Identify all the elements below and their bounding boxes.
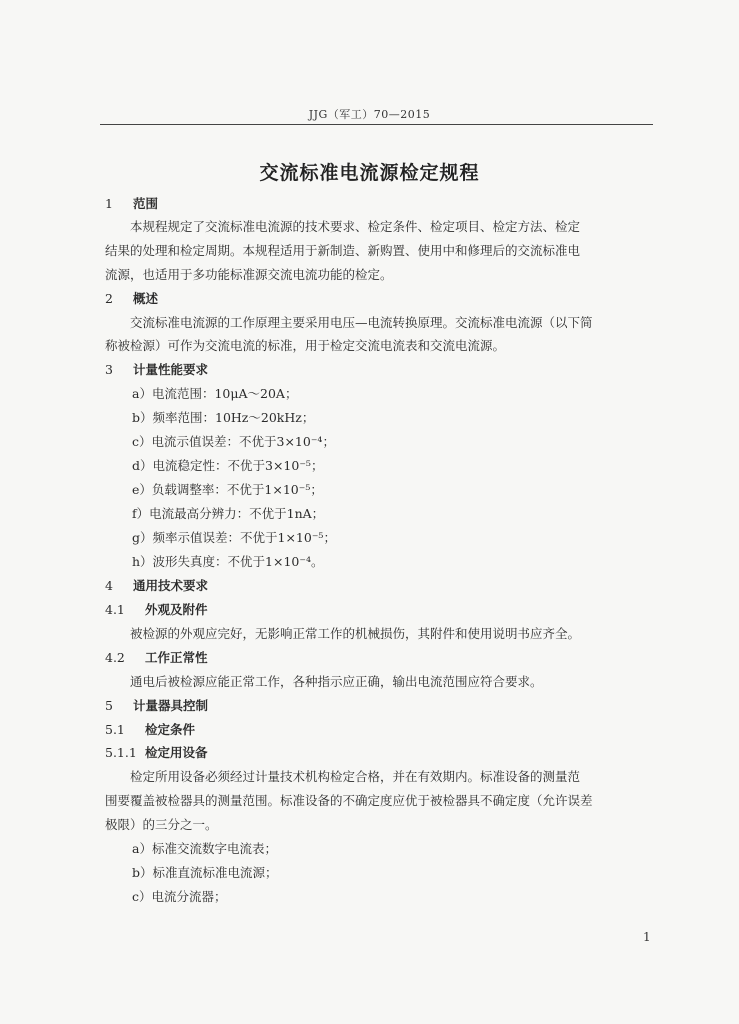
section-heading: 5 计量器具控制	[105, 698, 209, 713]
list-item: b）频率范围：10Hz～20kHz；	[132, 410, 315, 425]
paragraph-line: 流源，也适用于多功能标准源交流电流功能的检定。	[105, 267, 393, 282]
paragraph-line: 交流标准电流源的工作原理主要采用电压—电流转换原理。交流标准电流源（以下简	[130, 315, 593, 330]
list-item: c）电流分流器；	[132, 889, 227, 904]
list-item: e）负载调整率：不优于1×10⁻⁵；	[132, 482, 323, 497]
page-number: 1	[643, 930, 651, 944]
section-heading: 2 概述	[105, 291, 159, 306]
subsection-heading: 4.2 工作正常性	[105, 650, 208, 665]
subsection-heading: 5.1 检定条件	[105, 722, 196, 737]
list-item: f）电流最高分辨力：不优于1nA；	[132, 506, 325, 521]
header-rule	[100, 124, 653, 125]
paragraph-line: 结果的处理和检定周期。本规程适用于新制造、新购置、使用中和修理后的交流标准电	[105, 243, 581, 258]
subsection-heading: 4.1 外观及附件	[105, 602, 208, 617]
section-heading: 3 计量性能要求	[105, 362, 209, 377]
list-item: c）电流示值误差：不优于3×10⁻⁴；	[132, 434, 335, 449]
list-item: h）波形失真度：不优于1×10⁻⁴。	[132, 554, 324, 569]
subsection-heading: 5.1.1 检定用设备	[105, 745, 208, 760]
paragraph-line: 被检源的外观应完好，无影响正常工作的机械损伤，其附件和使用说明书应齐全。	[130, 626, 581, 641]
paragraph-line: 本规程规定了交流标准电流源的技术要求、检定条件、检定项目、检定方法、检定	[130, 219, 581, 234]
list-item: b）标准直流标准电流源；	[132, 865, 278, 880]
paragraph-line: 极限）的三分之一。	[105, 817, 218, 832]
paragraph-line: 围要覆盖被检器具的测量范围。标准设备的不确定度应优于被检器具不确定度（允许误差	[105, 793, 593, 808]
list-item: d）电流稳定性：不优于3×10⁻⁵；	[132, 458, 324, 473]
paragraph-line: 检定所用设备必须经过计量技术机构检定合格，并在有效期内。标准设备的测量范	[130, 769, 581, 784]
list-item: a）标准交流数字电流表；	[132, 841, 277, 856]
paragraph-line: 称被检源）可作为交流电流的标准，用于检定交流电流表和交流电流源。	[105, 338, 506, 353]
page-header: JJG（军工）70—2015	[308, 108, 431, 121]
section-heading: 1 范围	[105, 196, 159, 211]
list-item: a）电流范围：10μA～20A；	[132, 386, 298, 401]
document-title: 交流标准电流源检定规程	[259, 162, 480, 184]
paragraph-line: 通电后被检源应能正常工作，各种指示应正确，输出电流范围应符合要求。	[130, 674, 543, 689]
list-item: g）频率示值误差：不优于1×10⁻⁵；	[132, 530, 336, 545]
section-heading: 4 通用技术要求	[105, 578, 209, 593]
